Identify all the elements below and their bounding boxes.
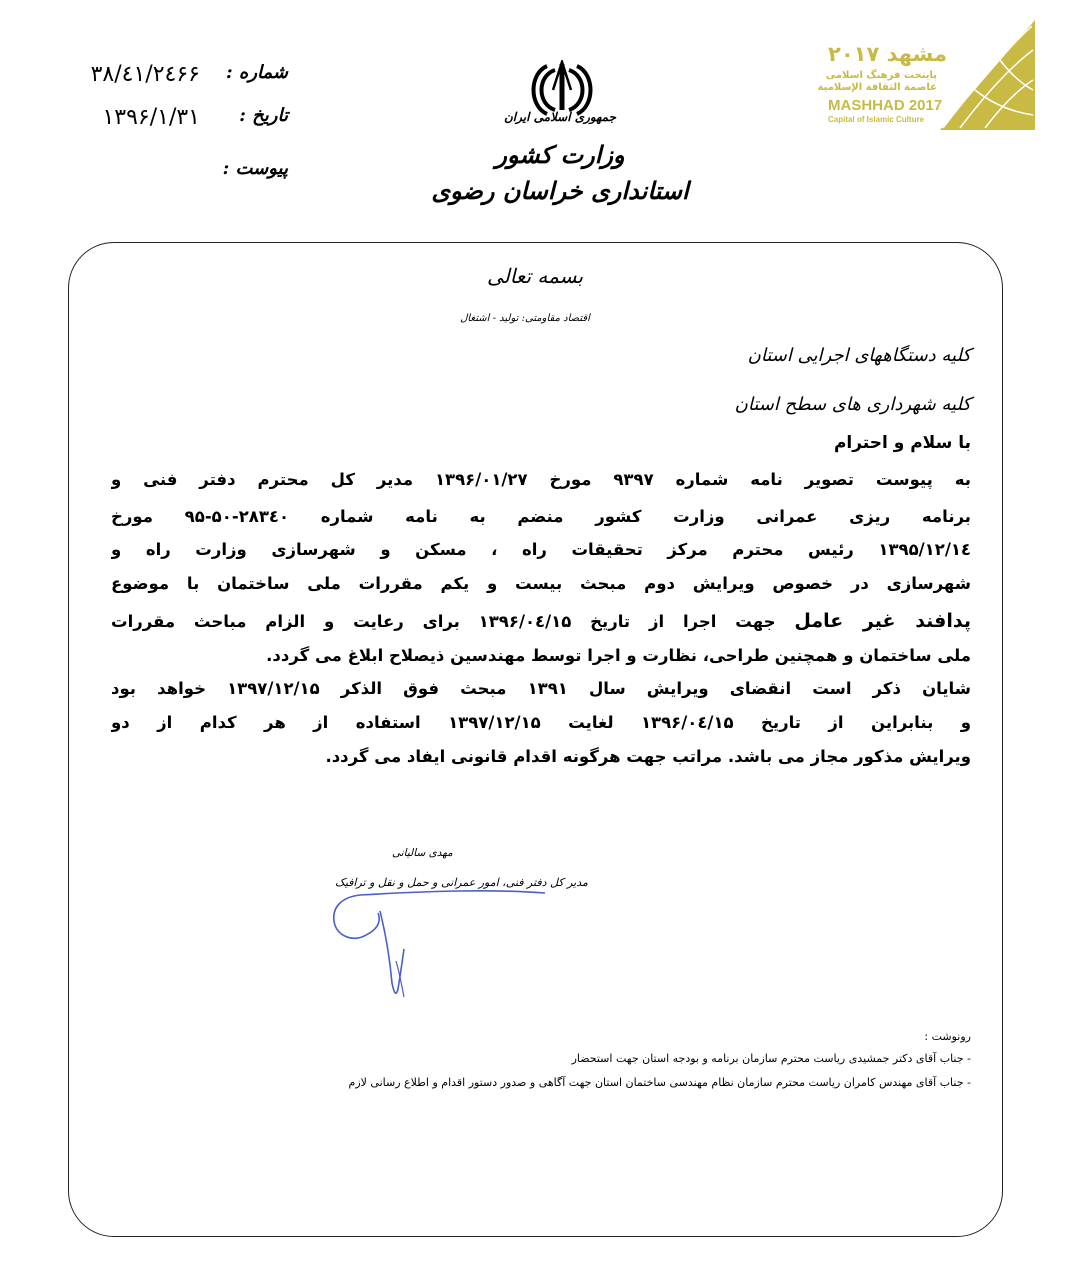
body-line: و بنابراین از تاریخ ۱۳۹۶/۰٤/۱۵ لغایت ۱۳۹۷/۱۲/۱۵ استفاده از هر کدام از دو bbox=[111, 713, 971, 732]
mashhad-2017-logo bbox=[817, 20, 1035, 130]
recipient-line: کلیه شهرداری های سطح استان bbox=[734, 394, 971, 415]
logo-subtitle-fa: پایتخت فرهنگ اسلامی bbox=[825, 70, 937, 81]
cc-item: - جناب آقای دکتر جمشیدی ریاست محترم سازمان برنامه و بودجه استان جهت استحضار bbox=[571, 1052, 971, 1065]
republic-title: جمهوری اسلامی ایران bbox=[503, 110, 617, 124]
body-line-rest: جهت اجرا از تاریخ ۱۳۹۶/۰٤/۱۵ برای رعایت و الزام مباحث مقررات bbox=[111, 612, 776, 631]
handwritten-signature bbox=[320, 865, 560, 1005]
body-line: ویرایش مذکور مجاز می باشد. مراتب جهت هرگونه اقدام قانونی ایفاد می گردد. bbox=[325, 747, 971, 766]
greeting: با سلام و احترام bbox=[833, 433, 971, 453]
logo-subtitle-en: Capital of Islamic Culture bbox=[828, 115, 925, 124]
letter-number-label: شماره : bbox=[225, 62, 288, 83]
governorate-title: استانداری خراسان رضوی bbox=[431, 176, 689, 205]
body-line: ۱۳۹۵/۱۲/۱٤ رئیس محترم مرکز تحقیقات راه ، مسکن و شهرسازی وزارت راه و bbox=[111, 540, 971, 559]
letter-date-label: تاریخ : bbox=[239, 105, 288, 126]
logo-title-en: MASHHAD 2017 bbox=[828, 97, 943, 114]
body-line-emphasis bbox=[111, 610, 971, 632]
ministry-title: وزارت کشور bbox=[495, 140, 625, 169]
body-line: شهرسازی در خصوص ویرایش دوم مبحث بیست و یکم مقررات ملی ساختمان با موضوع bbox=[111, 574, 971, 593]
letter-attachment-label: پیوست : bbox=[222, 158, 288, 179]
logo-title: مشهد ۲۰۱۷ bbox=[828, 42, 947, 66]
letter-number-value: ۳۸/٤۱/۲٤۶۶ bbox=[90, 62, 200, 87]
body-line: برنامه ریزی عمرانی وزارت کشور منضم به نامه شماره ۲۸۳٤۰-۵۰-۹۵ مورخ bbox=[111, 507, 971, 526]
signer-name: مهدی سالیانی bbox=[392, 847, 453, 859]
body-line: شایان ذکر است انقضای ویرایش سال ۱۳۹۱ مبحث فوق الذکر ۱۳۹۷/۱۲/۱۵ خواهد بود bbox=[111, 679, 971, 698]
cc-label: رونوشت : bbox=[924, 1030, 971, 1043]
year-slogan: اقتصاد مقاومتی: تولید - اشتغال bbox=[460, 313, 590, 324]
recipient-line: کلیه دستگاههای اجرایی استان bbox=[747, 345, 971, 366]
signer-title: مدیر کل دفتر فنی، امور عمرانی و حمل و نقل و ترافیک bbox=[335, 876, 588, 889]
emphasis-term: پدافند غیر عامل bbox=[794, 610, 971, 632]
logo-subtitle-ar: عاصمة الثقافة الإسلامية bbox=[817, 82, 937, 93]
letter-date-value: ۱۳۹۶/۱/۳۱ bbox=[102, 105, 200, 130]
cc-item: - جناب آقای مهندس کامران ریاست محترم سازمان نظام مهندسی ساختمان استان جهت آگاهی و صدور دستور اقدام و اطلاع رسانی لازم bbox=[348, 1076, 971, 1089]
body-line: به پیوست تصویر نامه شماره ۹۳۹۷ مورخ ۱۳۹۶/۰۱/۲۷ مدیر کل محترم دفتر فنی و bbox=[111, 470, 971, 489]
body-line: ملی ساختمان و همچنین طراحی، نظارت و اجرا توسط مهندسین ذیصلاح ابلاغ می گردد. bbox=[266, 646, 971, 665]
basmala: بسمه تعالی bbox=[486, 264, 584, 288]
